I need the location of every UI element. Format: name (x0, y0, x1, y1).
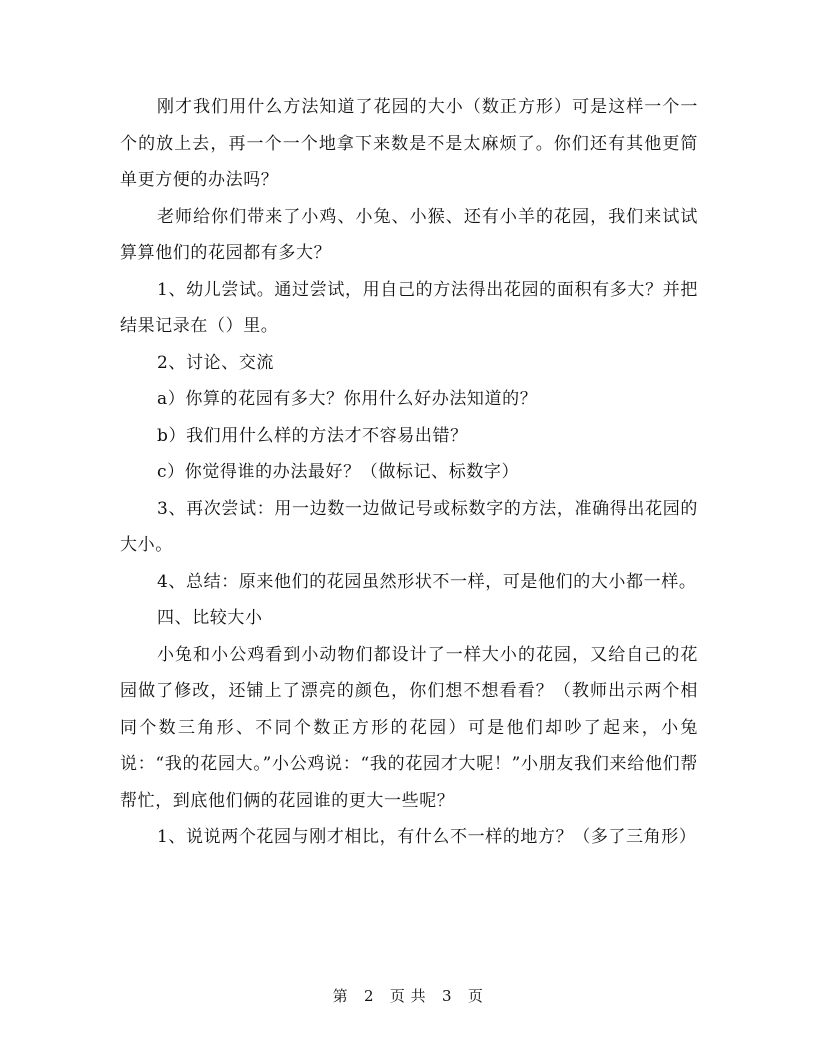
footer-middle: 页 共 (389, 987, 427, 1005)
paragraph: 老师给你们带来了小鸡、小兔、小猴、还有小羊的花园，我们来试试算算他们的花园都有多大？ (120, 206, 698, 263)
paragraph: 1、说说两个花园与刚才相比，有什么不一样的地方？（多了三角形） (157, 827, 697, 847)
section-heading: 四、比较大小 (157, 608, 263, 628)
paragraph: b）我们用什么样的方法才不容易出错？ (157, 425, 468, 446)
paragraph: 4、总结：原来他们的花园虽然形状不一样，可是他们的大小都一样。 (157, 571, 697, 592)
paragraph: 小兔和小公鸡看到小动物们都设计了一样大小的花园，又给自己的花园做了修改，还铺上了漂亮的颜色，你们想不想看看？（教师出示两个相同个数三角形、不同个数正方形的花园）可是他们却吵了起来，小兔说：“我的花园大。”小公鸡说：“我的花园才大呢！”小朋友我们来给他们帮帮忙，到底他们俩的花园谁的更大一些呢？ (120, 644, 698, 811)
total-page-count: 3 (441, 987, 453, 1005)
footer-prefix: 第 (332, 987, 349, 1005)
paragraph: a）你算的花园有多大？你用什么好办法知道的？ (157, 389, 538, 409)
footer-suffix: 页 (467, 987, 484, 1005)
paragraph: 1、幼儿尝试。通过尝试，用自己的方法得出花园的面积有多大？并把结果记录在（）里。 (120, 279, 698, 336)
paragraph: 刚才我们用什么方法知道了花园的大小（数正方形）可是这样一个一个的放上去，再一个一个地拿下来数是不是太麻烦了。你们还有其他更简单更方便的办法吗？ (120, 97, 698, 190)
paragraph: 2、讨论、交流 (157, 352, 275, 373)
page-footer (0, 985, 816, 1006)
document-body (120, 89, 698, 856)
paragraph: c）你觉得谁的办法最好？（做标记、标数字） (157, 462, 520, 482)
current-page-number: 2 (363, 987, 375, 1005)
paragraph: 3、再次尝试：用一边数一边做记号或标数字的方法，准确得出花园的大小。 (120, 498, 698, 555)
